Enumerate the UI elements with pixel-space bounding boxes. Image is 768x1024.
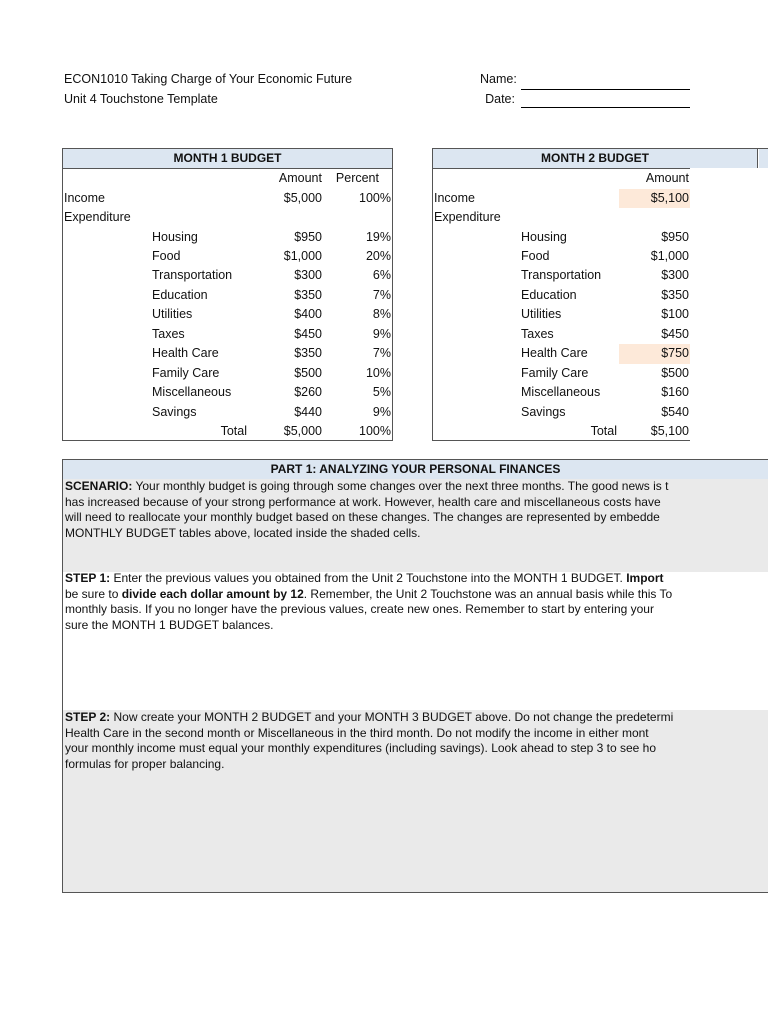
month1-expense-row — [63, 305, 392, 325]
step1-text-3: monthly basis. If you no longer have the previous values, create new ones. Remember to start by entering your — [65, 602, 654, 616]
expense-amount[interactable]: $500 — [661, 365, 689, 380]
expense-amount[interactable]: $350 — [294, 287, 322, 302]
expense-percent: 8% — [372, 307, 391, 322]
scenario-block — [63, 479, 768, 572]
step1-text-1b: Import — [626, 572, 664, 585]
month1-expense-row — [63, 383, 392, 403]
part1-title: PART 1: ANALYZING YOUR PERSONAL FINANCES — [63, 460, 768, 480]
expenditure-label: Expenditure — [434, 210, 501, 224]
scenario-label: SCENARIO: — [65, 479, 133, 493]
month1-title: MONTH 1 BUDGET — [63, 149, 392, 169]
expense-amount[interactable]: $350 — [294, 346, 322, 361]
expense-amount[interactable]: $540 — [661, 404, 689, 419]
month1-income-percent: 100% — [359, 190, 391, 205]
month1-expense-row — [63, 344, 392, 364]
step2-text-3: your monthly income must equal your monthly expenditures (including savings). Look ahead to step 3 to see ho — [65, 741, 656, 755]
part1-section — [62, 459, 768, 893]
expense-amount[interactable]: $1,000 — [283, 248, 322, 263]
expense-label: Utilities — [521, 307, 562, 322]
month1-expense-row — [63, 325, 392, 345]
income-label: Income — [64, 190, 105, 205]
expense-amount[interactable]: $260 — [294, 385, 322, 400]
month2-title: MONTH 2 BUDGET — [433, 149, 758, 169]
expense-percent: 7% — [372, 287, 391, 302]
month2-header-fill — [759, 149, 768, 168]
expense-amount[interactable]: $450 — [294, 326, 322, 341]
expense-label: Education — [521, 287, 577, 302]
step2-text-4: formulas for proper balancing. — [65, 756, 225, 771]
month1-expense-row — [63, 364, 392, 384]
expense-amount[interactable]: $750 — [619, 344, 690, 364]
step1-text-2c: . Remember, the Unit 2 Touchstone was an annual basis while this To — [303, 586, 673, 601]
month2-amount-header: Amount — [645, 171, 689, 185]
month1-expense-row — [63, 286, 392, 306]
total-label: Total — [220, 424, 247, 438]
expense-label: Miscellaneous — [152, 385, 232, 400]
scenario-text-3: will need to reallocate your monthly budget based on these changes. The changes are represented by embedde — [65, 510, 660, 524]
expense-label: Housing — [521, 229, 567, 244]
expense-label: Food — [521, 248, 550, 263]
scenario-text-1: Your monthly budget is going through some changes over the next three months. The good news is t — [132, 479, 669, 493]
total-label: Total — [590, 424, 617, 438]
month1-total-percent: 100% — [359, 424, 391, 438]
step1-text-1a: Enter the previous values you obtained from the Unit 2 Touchstone into the MONTH 1 BUDGET. — [110, 572, 627, 585]
expenditure-label: Expenditure — [64, 210, 131, 224]
expense-amount[interactable]: $350 — [661, 287, 689, 302]
course-title: ECON1010 Taking Charge of Your Economic Future — [64, 72, 353, 86]
expense-label: Food — [152, 248, 181, 263]
expense-percent: 10% — [365, 365, 391, 380]
expense-percent: 7% — [372, 346, 391, 361]
expense-percent: 19% — [365, 229, 391, 244]
expense-amount[interactable]: $440 — [294, 404, 322, 419]
expense-label: Health Care — [521, 346, 588, 361]
step1-label: STEP 1: — [65, 572, 111, 585]
month1-expense-row — [63, 266, 392, 286]
month1-income-row — [63, 189, 392, 209]
expense-percent: 5% — [372, 385, 391, 400]
expense-label: Taxes — [152, 326, 185, 341]
expense-amount[interactable]: $160 — [661, 385, 689, 400]
expense-label: Family Care — [521, 365, 589, 380]
expense-amount[interactable]: $950 — [294, 229, 322, 244]
expense-label: Family Care — [152, 365, 220, 380]
name-field[interactable] — [521, 89, 690, 90]
step2-text-1: Now create your MONTH 2 BUDGET and your MONTH 3 BUDGET above. Do not change the predetermi — [110, 710, 674, 724]
expense-amount[interactable]: $100 — [661, 307, 689, 322]
expense-percent: 9% — [372, 326, 391, 341]
month1-amount-header: Amount — [278, 171, 322, 185]
expense-label: Utilities — [152, 307, 193, 322]
name-label: Name: — [480, 72, 517, 86]
date-label: Date: — [485, 92, 515, 106]
month1-income-amount[interactable]: $5,000 — [283, 190, 322, 205]
expense-amount[interactable]: $500 — [294, 365, 322, 380]
expense-label: Transportation — [521, 268, 602, 283]
scenario-text-4: MONTHLY BUDGET tables above, located inside the shaded cells. — [65, 525, 421, 540]
step1-block — [63, 572, 768, 710]
expense-percent: 6% — [372, 268, 391, 283]
expense-amount[interactable]: $1,000 — [650, 248, 689, 263]
expense-percent: 9% — [372, 404, 391, 419]
expense-label: Savings — [152, 404, 197, 419]
expense-amount[interactable]: $300 — [661, 268, 689, 283]
month1-expense-row — [63, 228, 392, 248]
expense-label: Transportation — [152, 268, 233, 283]
expense-percent: 20% — [365, 248, 391, 263]
scenario-text-2: has increased because of your strong performance at work. However, health care and miscellaneous costs have — [65, 494, 661, 509]
step1-text-4: sure the MONTH 1 BUDGET balances. — [65, 617, 274, 632]
month1-total-row — [63, 422, 392, 442]
month2-income-amount[interactable]: $5,100 — [619, 189, 690, 209]
expense-amount[interactable]: $300 — [294, 268, 322, 283]
step1-text-2b: divide each dollar amount by 12 — [121, 586, 304, 601]
month2-total-amount: $5,100 — [650, 424, 689, 438]
step2-label: STEP 2: — [65, 710, 111, 724]
template-title: Unit 4 Touchstone Template — [64, 92, 218, 106]
expense-label: Taxes — [521, 326, 554, 341]
step1-text-2a: be sure to — [65, 586, 122, 601]
expense-amount[interactable]: $450 — [661, 326, 689, 341]
expense-amount[interactable]: $400 — [294, 307, 322, 322]
month1-expense-row — [63, 403, 392, 423]
step2-block — [63, 710, 768, 892]
expense-label: Miscellaneous — [521, 385, 601, 400]
expense-label: Savings — [521, 404, 566, 419]
expense-label: Education — [152, 287, 208, 302]
expense-label: Health Care — [152, 346, 219, 361]
step2-text-2: Health Care in the second month or Miscellaneous in the third month. Do not modify the income in either mont — [65, 725, 649, 740]
expense-label: Housing — [152, 229, 198, 244]
month1-total-amount: $5,000 — [283, 424, 322, 438]
income-label: Income — [434, 190, 475, 205]
month1-budget-table — [62, 148, 393, 441]
month1-percent-header: Percent — [335, 171, 379, 185]
month1-expense-row — [63, 247, 392, 267]
date-field[interactable] — [521, 107, 690, 108]
expense-amount[interactable]: $950 — [661, 229, 689, 244]
